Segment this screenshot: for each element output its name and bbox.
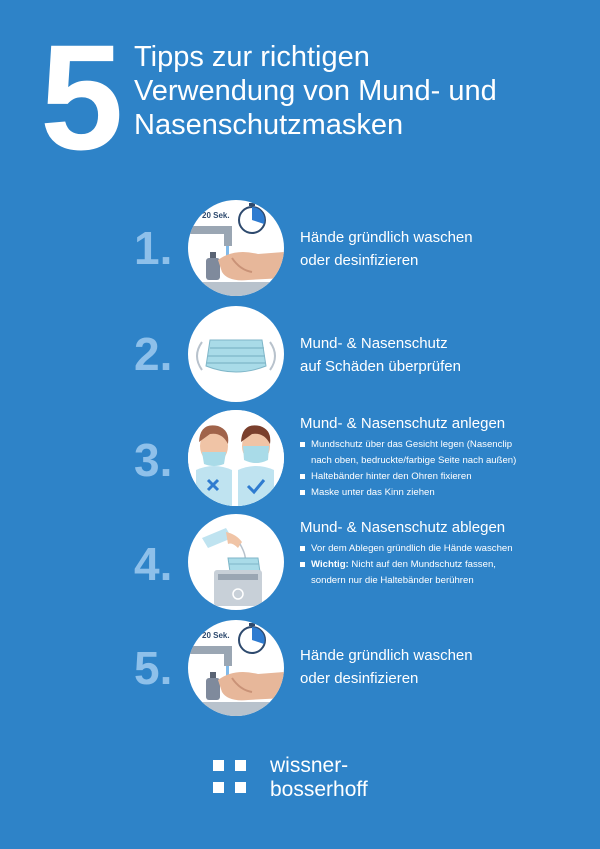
list-item: Maske unter das Kinn ziehen — [300, 485, 590, 501]
bullet-list — [300, 541, 590, 589]
step-1 — [0, 198, 600, 298]
step-2 — [0, 302, 600, 402]
step-4 — [0, 512, 600, 612]
title-line-2: Verwendung von Mund- und — [134, 75, 497, 107]
step-text — [300, 226, 590, 272]
list-item: Mundschutz über das Gesicht legen (Nasenclip — [300, 437, 590, 453]
hand-washing-icon — [188, 620, 284, 716]
face-mask-icon — [188, 306, 284, 402]
step-text — [300, 518, 590, 589]
step-line: oder desinfizieren — [300, 252, 419, 269]
step-5 — [0, 620, 600, 720]
bold-prefix: Wichtig: — [311, 559, 349, 570]
title-line-1: Tipps zur richtigen — [134, 41, 370, 73]
svg-text:20 Sek.: 20 Sek. — [202, 211, 230, 220]
svg-text:20 Sek.: 20 Sek. — [202, 631, 230, 640]
logo-squares-icon — [213, 760, 257, 804]
list-item: Wichtig: Nicht auf den Mundschutz fassen, — [300, 557, 590, 573]
step-line: Hände gründlich waschen — [300, 647, 473, 664]
title-line-3: Nasenschutzmasken — [134, 109, 404, 141]
mask-disposal-icon — [188, 514, 284, 610]
step-number: 5. — [134, 642, 173, 694]
step-text — [300, 332, 590, 378]
list-item: nach oben, bedruckte/farbige Seite nach außen) — [311, 455, 517, 466]
bullet-list — [300, 437, 590, 501]
step-number: 4. — [134, 538, 173, 590]
step-text — [300, 414, 590, 501]
hand-washing-icon — [188, 200, 284, 296]
step-text — [300, 644, 590, 690]
step-heading: Mund- & Nasenschutz anlegen — [300, 415, 506, 432]
step-3 — [0, 408, 600, 508]
big-number-five: 5 — [40, 13, 120, 181]
page-title — [134, 40, 574, 142]
list-item: Vor dem Ablegen gründlich die Hände waschen — [300, 541, 590, 557]
step-line: Hände gründlich waschen — [300, 229, 473, 246]
step-line: Mund- & Nasenschutz — [300, 335, 448, 352]
step-number: 3. — [134, 434, 173, 486]
logo-line-1: wissner- — [270, 754, 349, 777]
list-item: Haltebänder hinter den Ohren fixieren — [300, 469, 590, 485]
step-heading: Mund- & Nasenschutz ablegen — [300, 519, 506, 536]
step-line: auf Schäden überprüfen — [300, 358, 461, 375]
mask-wearing-icon — [188, 410, 284, 506]
step-line: oder desinfizieren — [300, 670, 419, 687]
step-number: 1. — [134, 222, 173, 274]
step-number: 2. — [134, 328, 173, 380]
logo-line-2: bosserhoff — [270, 778, 368, 801]
list-item: sondern nur die Haltebänder berühren — [311, 575, 474, 586]
logo-wordmark — [270, 754, 368, 802]
